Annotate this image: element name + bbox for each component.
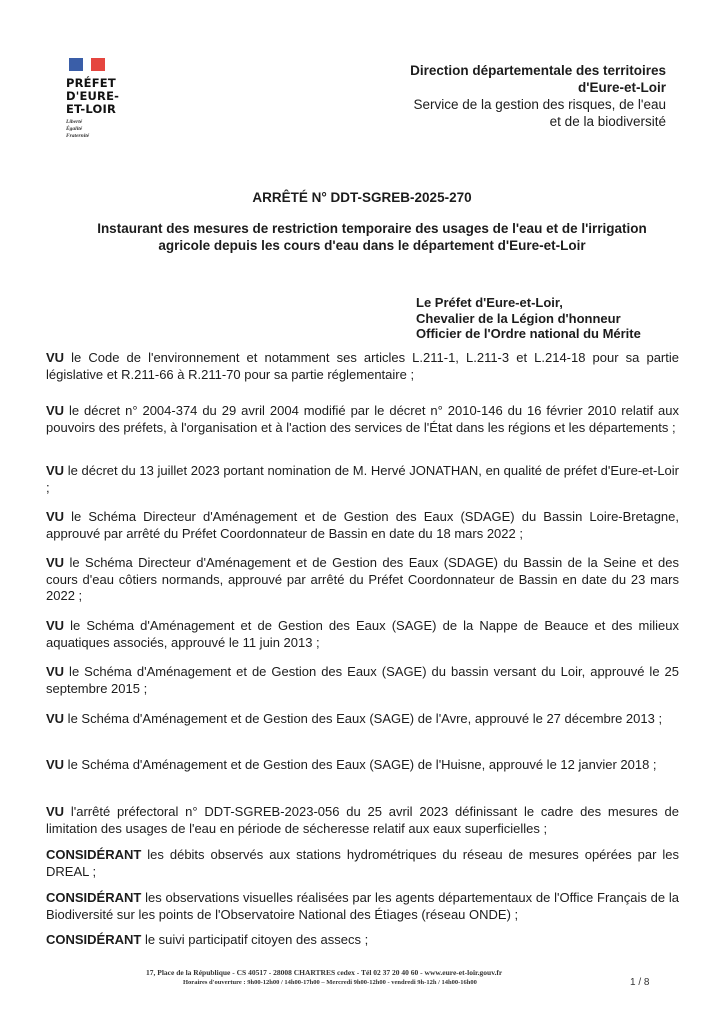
visa-paragraph — [46, 711, 679, 728]
paragraph-keyword: VU — [46, 350, 65, 365]
issuing-service — [410, 62, 666, 130]
visa-paragraph — [46, 664, 679, 697]
subject-line: agricole depuis les cours d'eau dans le département d'Eure-et-Loir — [158, 238, 586, 253]
direction-name: Direction départementale des territoires — [410, 63, 666, 78]
motto-line: Fraternité — [66, 133, 90, 139]
authority-line: Officier de l'Ordre national du Mérite — [416, 326, 641, 341]
paragraph-keyword: VU — [46, 509, 65, 524]
considerant-paragraph — [46, 890, 679, 923]
logo-title-line: ET-LOIR — [66, 102, 117, 116]
marianne-flag-icon — [69, 58, 107, 71]
paragraph-keyword: CONSIDÉRANT — [46, 890, 142, 905]
motto-line: Liberté — [66, 119, 83, 125]
paragraph-keyword: VU — [46, 804, 65, 819]
prefecture-logo — [66, 58, 119, 140]
paragraph-keyword: VU — [46, 664, 65, 679]
paragraph-text: le Schéma Directeur d'Aménagement et de Gestion des Eaux (SDAGE) du Bassin de la Seine et des cours d'eau côtiers normands, approuvé par arrêté du Préfet Coordonnateur de Bassin en date du 23 mars 2022 ; — [46, 555, 679, 603]
paragraph-text: les débits observés aux stations hydrométriques du réseau de mesures opérées par les DREAL ; — [46, 847, 679, 879]
paragraph-text: le suivi participatif citoyen des assecs ; — [141, 932, 369, 947]
arrete-subject — [80, 220, 664, 254]
paragraph-keyword: CONSIDÉRANT — [46, 847, 142, 862]
subject-line: Instaurant des mesures de restriction temporaire des usages de l'eau et de l'irrigation — [97, 221, 647, 236]
paragraph-keyword: VU — [46, 711, 65, 726]
paragraph-text: le Schéma d'Aménagement et de Gestion des Eaux (SAGE) du bassin versant du Loir, approuvé le 25 septembre 2015 ; — [46, 664, 679, 696]
visa-paragraph — [46, 463, 679, 496]
paragraph-text: l'arrêté préfectoral n° DDT-SGREB-2023-056 du 25 avril 2023 définissant le cadre des mesures de limitation des usages de l'eau en période de sécheresse relatif aux eaux superficielles ; — [46, 804, 679, 836]
paragraph-text: le décret du 13 juillet 2023 portant nomination de M. Hervé JONATHAN, en qualité de préfet d'Eure-et-Loir ; — [46, 463, 679, 495]
paragraph-text: le Code de l'environnement et notamment ses articles L.211-1, L.211-3 et L.214-18 pour sa partie législative et R.211-66 à R.211-70 pour sa partie réglementaire ; — [46, 350, 679, 382]
paragraph-keyword: VU — [46, 463, 65, 478]
direction-department: d'Eure-et-Loir — [578, 80, 666, 95]
visa-paragraph — [46, 403, 679, 436]
considerant-paragraph — [46, 847, 679, 880]
visa-paragraph — [46, 555, 679, 605]
paragraph-keyword: CONSIDÉRANT — [46, 932, 142, 947]
logo-title-line: D'EURE- — [66, 89, 120, 103]
visa-paragraph — [46, 757, 679, 774]
prefect-authority — [416, 295, 641, 342]
flag-blue — [69, 58, 83, 71]
logo-title-line: PRÉFET — [66, 76, 116, 90]
footer-hours: Horaires d'ouverture : 9h00-12h00 / 14h00-17h00 – Mercredi 9h00-12h00 - vendredi 9h-12h / 14h00-16h00 — [183, 979, 477, 986]
visa-paragraph — [46, 804, 679, 837]
paragraph-keyword: VU — [46, 555, 65, 570]
visa-paragraph — [46, 618, 679, 651]
footer-address: 17, Place de la République - CS 40517 - 28008 CHARTRES cedex - Tél 02 37 20 40 60 - www.eure-et-loir.gouv.fr — [146, 968, 503, 977]
authority-line: Chevalier de la Légion d'honneur — [416, 310, 621, 326]
paragraph-text: le Schéma Directeur d'Aménagement et de Gestion des Eaux (SDAGE) du Bassin Loire-Bretagne, approuvé par arrêté du Préfet Coordonnateur de Bassin en date du 18 mars 2022 ; — [46, 509, 679, 541]
republic-motto — [66, 119, 119, 140]
flag-white — [83, 58, 91, 71]
authority-line: Le Préfet d'Eure-et-Loir, — [416, 295, 563, 310]
paragraph-text: le Schéma d'Aménagement et de Gestion des Eaux (SAGE) de l'Avre, approuvé le 27 décembre 2013 ; — [64, 711, 663, 726]
service-name: Service de la gestion des risques, de l'eau — [413, 97, 666, 112]
arrete-title: ARRÊTÉ N° DDT-SGREB-2025-270 — [252, 190, 472, 205]
flag-red — [91, 58, 105, 71]
logo-title — [66, 77, 119, 116]
visa-paragraph — [46, 350, 679, 383]
paragraph-keyword: VU — [46, 757, 65, 772]
paragraph-text: le Schéma d'Aménagement et de Gestion des Eaux (SAGE) de la Nappe de Beauce et des milieux aquatiques associés, approuvé le 11 juin 2013 ; — [46, 618, 679, 650]
paragraph-text: les observations visuelles réalisées par les agents départementaux de l'Office Français de la Biodiversité sur les points de l'Observatoire National des Étiages (réseau ONDE) ; — [46, 890, 679, 922]
paragraph-text: le Schéma d'Aménagement et de Gestion des Eaux (SAGE) de l'Huisne, approuvé le 12 janvier 2018 ; — [64, 757, 657, 772]
paragraph-text: le décret n° 2004-374 du 29 avril 2004 modifié par le décret n° 2010-146 du 16 février 2010 relatif aux pouvoirs des préfets, à l'organisation et à l'action des services de l'État dans les régions et les départements ; — [46, 403, 679, 435]
visa-paragraph — [46, 509, 679, 542]
motto-line: Égalité — [66, 126, 83, 132]
page-number: 1 / 8 — [630, 977, 650, 988]
considerant-paragraph — [46, 932, 679, 949]
service-name-cont: et de la biodiversité — [549, 114, 666, 129]
paragraph-keyword: VU — [46, 618, 65, 633]
paragraph-keyword: VU — [46, 403, 65, 418]
